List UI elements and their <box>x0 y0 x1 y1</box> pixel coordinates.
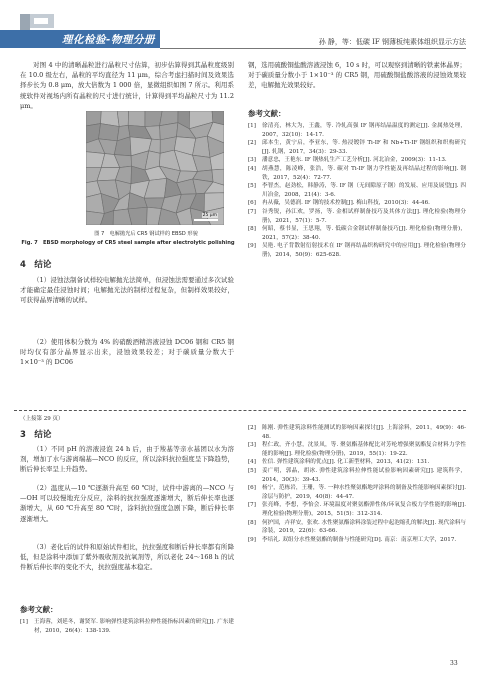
reference-number: [5] <box>248 467 256 474</box>
reference-number: [5] <box>248 183 256 190</box>
reference-list-bottom-left <box>20 618 234 635</box>
reference-item <box>248 165 466 182</box>
reference-item <box>248 182 466 199</box>
reference-text: 姜广明，郭晶，胡冰. 弹性建筑涂料拉伸性能试验影响因素研究[J]. 建筑科学，2014，30(3)：39-43. <box>262 467 466 483</box>
left-bottom-paragraph-2: （2）温度从—10 ℃逐渐升高至 60 ℃时，试件中游离的—NCO 与—OH 可以较慢地充分反应，涂料的抗拉强度逐渐增大，断后伸长率也逐渐增大，从 60 ℃升高至 80 ℃时，涂料抗拉强度急剧下降，断后伸长率逐渐增大。 <box>20 484 234 523</box>
left-paragraph-2: （1）浸蚀法制备试样较电解抛光法简单，但浸蚀法需要通过多次试验才能确定最佳浸蚀时间；电解抛光法的制样过程复杂，但制样效果较好，可获得晶界清晰的试样。 <box>20 276 234 305</box>
ebsd-figure <box>86 111 224 225</box>
reference-item <box>248 208 466 225</box>
reference-number: [9] <box>248 536 256 543</box>
reference-number: [6] <box>248 485 256 492</box>
ebsd-grain-image <box>86 111 224 225</box>
references-heading-2: 参考文献： <box>20 605 58 614</box>
scale-label: 25 μm <box>202 213 217 218</box>
reference-item <box>248 458 466 467</box>
reference-item <box>248 199 466 208</box>
reference-list-bottom-right <box>248 424 466 544</box>
grain <box>117 111 128 127</box>
reference-text: 王海蓉，刘延冬，谢贤军. 影响弹性建筑涂料拉伸性能指标因素的研究[J]. 广东建材，2010，26(4)：138-139. <box>34 619 234 634</box>
reference-item <box>248 536 466 545</box>
header-divider <box>160 48 466 49</box>
reference-item <box>248 139 466 156</box>
reference-text: 程仁政，齐小慧，沈景凤，等. 聚氨酯基体配比对芳纶增强聚氨酯复合材料力学性能的影响[J]. 理化检验(物理分册)，2019，55(1)：19-22. <box>262 442 466 457</box>
references-heading: 参考文献： <box>248 109 286 118</box>
reference-text: 张亮峰，李想，李怡会. 环境温度对聚氨酯弹性体/环氧复合板力学性能的影响[J]. 理化检验(物理分册)，2015，51(5)：312-314. <box>262 502 466 517</box>
reference-text: 杨宁，范栋岩，王珊，等. 一种水性聚氨酯地坪涂料的制备及性能影响因素探讨[J]. 涂层与防护，2019，40(8)：44-47. <box>262 485 466 500</box>
grain <box>128 111 145 127</box>
reference-text: 潘意忠，王艳东. IF 钢热轧生产工艺分析[J]. 河北冶金，2009(3)：11-13. <box>262 157 447 164</box>
reference-item <box>248 424 466 441</box>
reference-text: 何昭，蔡书显，王思翔，等. 低碳合金钢试样制备技巧[J]. 理化检验(物理分册)，2021，57(2)：38-40. <box>262 226 466 241</box>
grain <box>99 124 120 141</box>
left-paragraph-3: （2）使用体积分数为 4% 的硝酸酒精溶液浸蚀 DC06 钢和 CR5 钢时均仅有部分晶界显示出来，浸蚀效果较差；对于碳质量分数大于 1×10⁻³ 的 DC06 <box>20 338 234 367</box>
reference-text: 李智杰，赵劲松，韩静涛，等. IF 钢（无间隙原子钢）的发展、应用及展望[J]. 四川冶金，2008，21(4)：3-6. <box>262 183 466 198</box>
reference-number: [4] <box>248 459 256 466</box>
section-heading-3: 3 结论 <box>20 430 52 440</box>
reference-item <box>248 225 466 242</box>
reference-number: [7] <box>248 208 256 215</box>
page-header <box>0 0 480 52</box>
figure-caption-en: Fig. 7 EBSD morphology of CR5 steel sample after electrolytic polishing <box>21 240 235 246</box>
page-number: 33 <box>450 660 458 667</box>
reference-item <box>248 519 466 536</box>
continuation-note: （上接第 29 页） <box>20 416 64 422</box>
reference-item <box>20 618 234 635</box>
reference-number: [9] <box>248 243 256 250</box>
left-paragraph-1: 对图 4 中的清晰晶粒进行晶粒尺寸估算，初步估算得到其晶粒度级别在 10.0 级左右，晶粒的平均直径为 11 μm，综合考虑扫描时间及效果选择步长为 0.8 μm，放大倍数为 1 000 倍，显微组织如图 7 所示。利用系统软件对视场内所有晶粒的尺寸进行统计，计算得到平均晶粒尺寸为 11.2 μm。 <box>20 61 234 110</box>
left-bottom-paragraph-3: （3）老化后的试件和原始试件相比，抗拉强度和断后伸长率都有所降低，但是涂料中添加了紫外吸收剂及抗氧剂等，所以老化 24～168 h 的试件断后伸长率的变化不大，抗拉强度基本稳定。 <box>20 543 234 572</box>
right-paragraph-1: 钢，选用硫酸铜盐酸溶液浸蚀 6，10 s 时，可以观察到清晰的铁素体晶界；对于碳质量分数小于 1×10⁻³ 的 CR5 钢，用硫酸铜盐酸溶液的浸蚀效果较差，电解抛光效果较好。 <box>248 61 466 90</box>
reference-number: [8] <box>248 519 256 526</box>
figure-caption-cn: 图 7 电解抛光后 CR5 钢试样的 EBSD 形貌 <box>94 231 198 237</box>
scale-bar <box>194 219 218 221</box>
reference-item <box>248 242 466 259</box>
reference-text: 谷秀锐，孙江欢，罗扬，等. 金相试样制备技巧及其体方法[J]. 理化检验(物理分册)，2021，57(1)：5-7. <box>262 208 466 224</box>
reference-text: 佐信. 弹性建筑涂料的优点[J]. 化工新型材料，2013，41(2)：131. <box>262 459 430 466</box>
reference-text: 吴艳. 电子背散射衍射技术在 IF 钢再结晶织构研究中的应用[J]. 理化检验(物理分册)，2014，50(9)：625-628. <box>262 243 466 258</box>
reference-text: 徐清亮，林大为，王鑫，等. 冷轧高强 IF 钢再结晶温度的测定[J]. 金属热处理，2007，32(10)：14-17. <box>262 123 466 138</box>
reference-number: [6] <box>248 200 256 207</box>
article-divider <box>14 410 466 411</box>
reference-number: [2] <box>248 425 256 431</box>
reference-item <box>248 122 466 139</box>
reference-number: [3] <box>248 157 256 164</box>
reference-text: 冉从薇，吴德润. IF 钢的技术控制[J]. 梅山科技，2010(3)：44-46. <box>262 200 430 207</box>
reference-item <box>248 467 466 484</box>
reference-item <box>248 441 466 458</box>
reference-number: [8] <box>248 226 256 233</box>
reference-number: [7] <box>248 502 256 509</box>
reference-text: 陈刚. 弹性建筑涂料性能测试的影响因素探讨[J]. 上海涂料，2011，49(9)：46-48. <box>262 425 466 440</box>
reference-text: 胡燕慧，陈凌峰，张浩，等. 碳对 Ti-IF 钢力学性能及再结晶过程的影响[J]. 钢铁，2017，52(4)：72-77. <box>262 165 466 181</box>
reference-list-top <box>248 122 466 260</box>
reference-number: [1] <box>248 123 256 129</box>
reference-number: [1] <box>20 619 28 625</box>
journal-title: 理化检验-物理分册 <box>62 34 155 46</box>
grain <box>128 207 147 225</box>
reference-item <box>248 501 466 518</box>
left-bottom-paragraph-1: （1）不同 pH 的溶液浸泡 24 h 后，由于羧基等亲水基团以水为溶剂，增加了水与游离端基—NCO 的反应，所以涂料抗拉强度呈下降趋势，断后伸长率呈上升趋势。 <box>20 445 234 474</box>
running-title: 孙 静，等：低碳 IF 钢薄板纯素体组织显示方法 <box>318 38 466 46</box>
reference-item <box>248 484 466 501</box>
reference-number: [3] <box>248 442 256 449</box>
section-heading-4: 4 结论 <box>20 260 52 270</box>
reference-text: 邱本生，黄宁启，李亚东，等. 热浸镀锌 Ti-IF 和 Nb+Ti-IF 钢组织和织构研究[J]. 轧钢，2017，34(3)：29-33. <box>262 140 466 155</box>
reference-text: 李培礼. 双组分水性聚氨酯的制备与性能研究[D]. 南京：南京理工大学，2017. <box>262 536 457 543</box>
reference-number: [4] <box>248 165 256 172</box>
reference-item <box>248 156 466 165</box>
reference-number: [2] <box>248 140 256 147</box>
reference-text: 何护国，卉祥安，张欢. 水性聚氨酯涂料涂装过程中起泡缩孔的解决[J]. 现代涂料与涂装，2019，22(6)：63-66. <box>262 519 466 535</box>
